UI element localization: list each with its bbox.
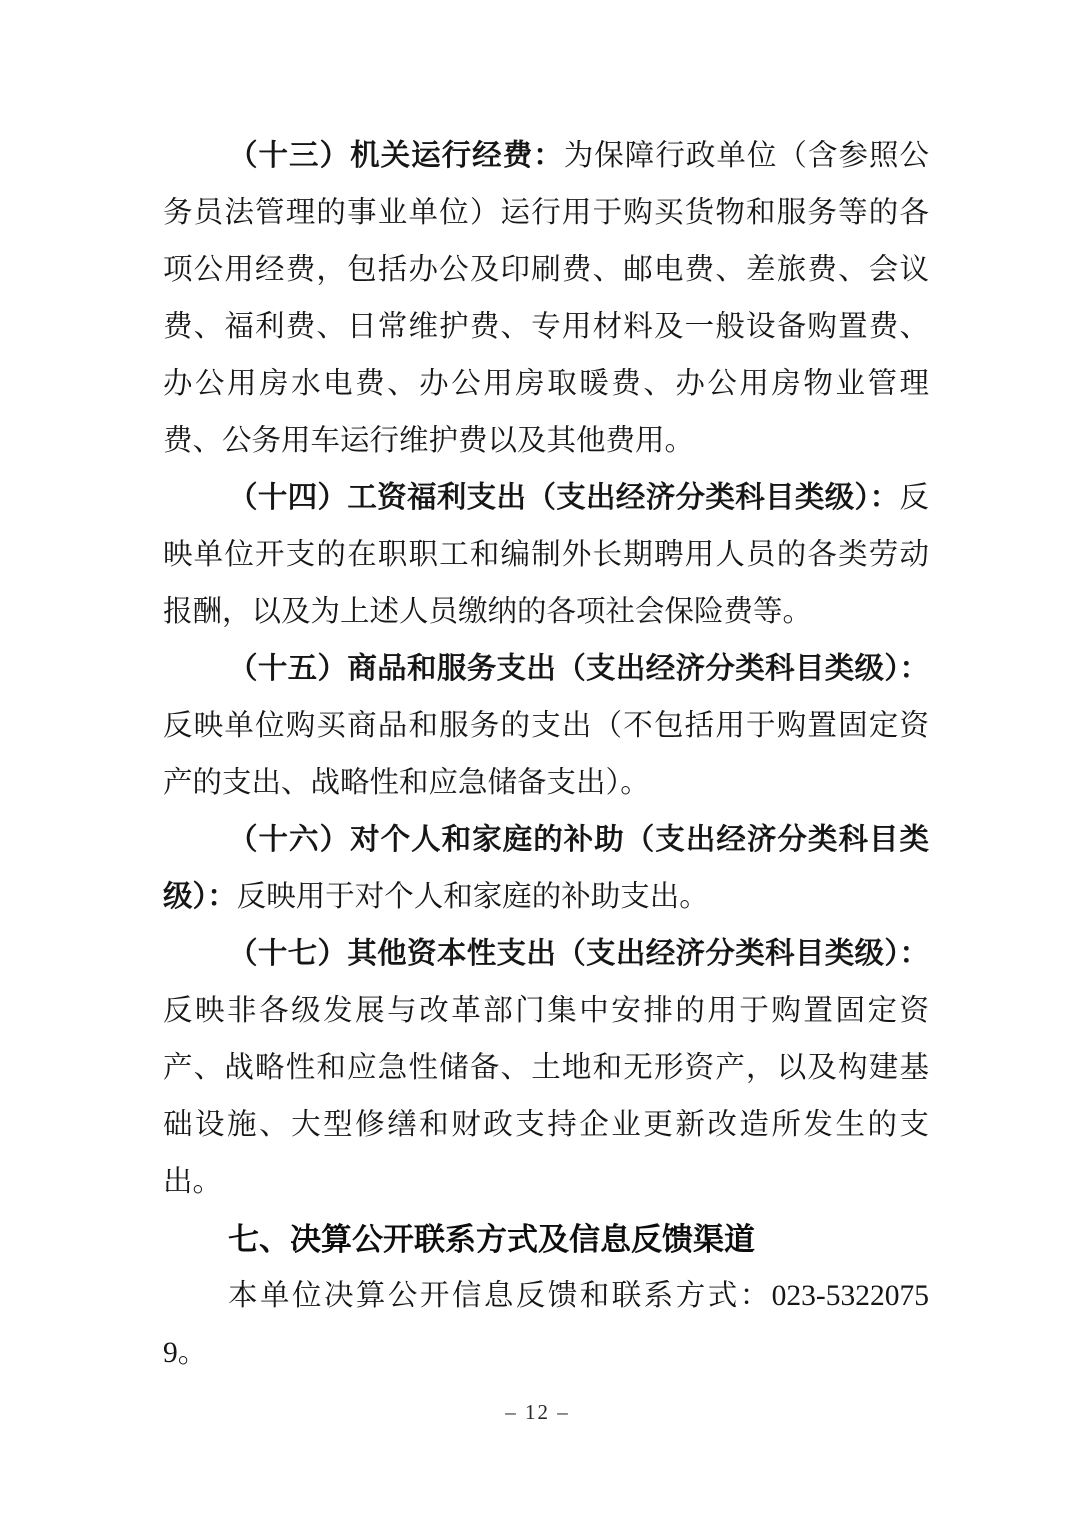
document-body — [163, 128, 929, 1382]
paragraph-lead: （十六）对个人和家庭的补助（支出经济分类科目类级）： — [163, 824, 929, 913]
paragraph — [163, 926, 929, 1211]
paragraph-lead: （十七）其他资本性支出（支出经济分类科目类级）： — [228, 938, 929, 970]
paragraph-text: 反映非各级发展与改革部门集中安排的用于购置固定资产、战略性和应急性储备、土地和无形资产，以及构建基础设施、大型修缮和财政支持企业更新改造所发生的支出。 — [163, 995, 929, 1198]
paragraph-lead: （十三）机关运行经费： — [228, 140, 564, 172]
paragraph-text: 反映单位购买商品和服务的支出（不包括用于购置固定资产的支出、战略性和应急储备支出）。 — [163, 710, 929, 799]
paragraph — [163, 128, 929, 470]
paragraph — [163, 1268, 929, 1382]
paragraph-text: 反映单位开支的在职职工和编制外长期聘用人员的各类劳动报酬，以及为上述人员缴纳的各项社会保险费等。 — [163, 482, 929, 628]
paragraph — [163, 470, 929, 641]
paragraph-text: 为保障行政单位（含参照公务员法管理的事业单位）运行用于购买货物和服务等的各项公用经费，包括办公及印刷费、邮电费、差旅费、会议费、福利费、日常维护费、专用材料及一般设备购置费、办公用房水电费、办公用房取暖费、办公用房物业管理费、公务用车运行维护费以及其他费用。 — [163, 140, 929, 457]
paragraph-lead: （十五）商品和服务支出（支出经济分类科目类级）： — [228, 653, 929, 685]
page-number: – 12 – — [505, 1400, 570, 1424]
paragraph — [163, 641, 929, 812]
paragraph-text: 本单位决算公开信息反馈和联系方式：023-53220759。 — [163, 1280, 929, 1369]
paragraph-lead: 七、决算公开联系方式及信息反馈渠道 — [228, 1222, 755, 1257]
section-heading — [163, 1211, 929, 1268]
paragraph-lead: （十四）工资福利支出（支出经济分类科目类级）： — [228, 482, 900, 514]
paragraph — [163, 812, 929, 926]
paragraph-text: 反映用于对个人和家庭的补助支出。 — [236, 881, 709, 913]
